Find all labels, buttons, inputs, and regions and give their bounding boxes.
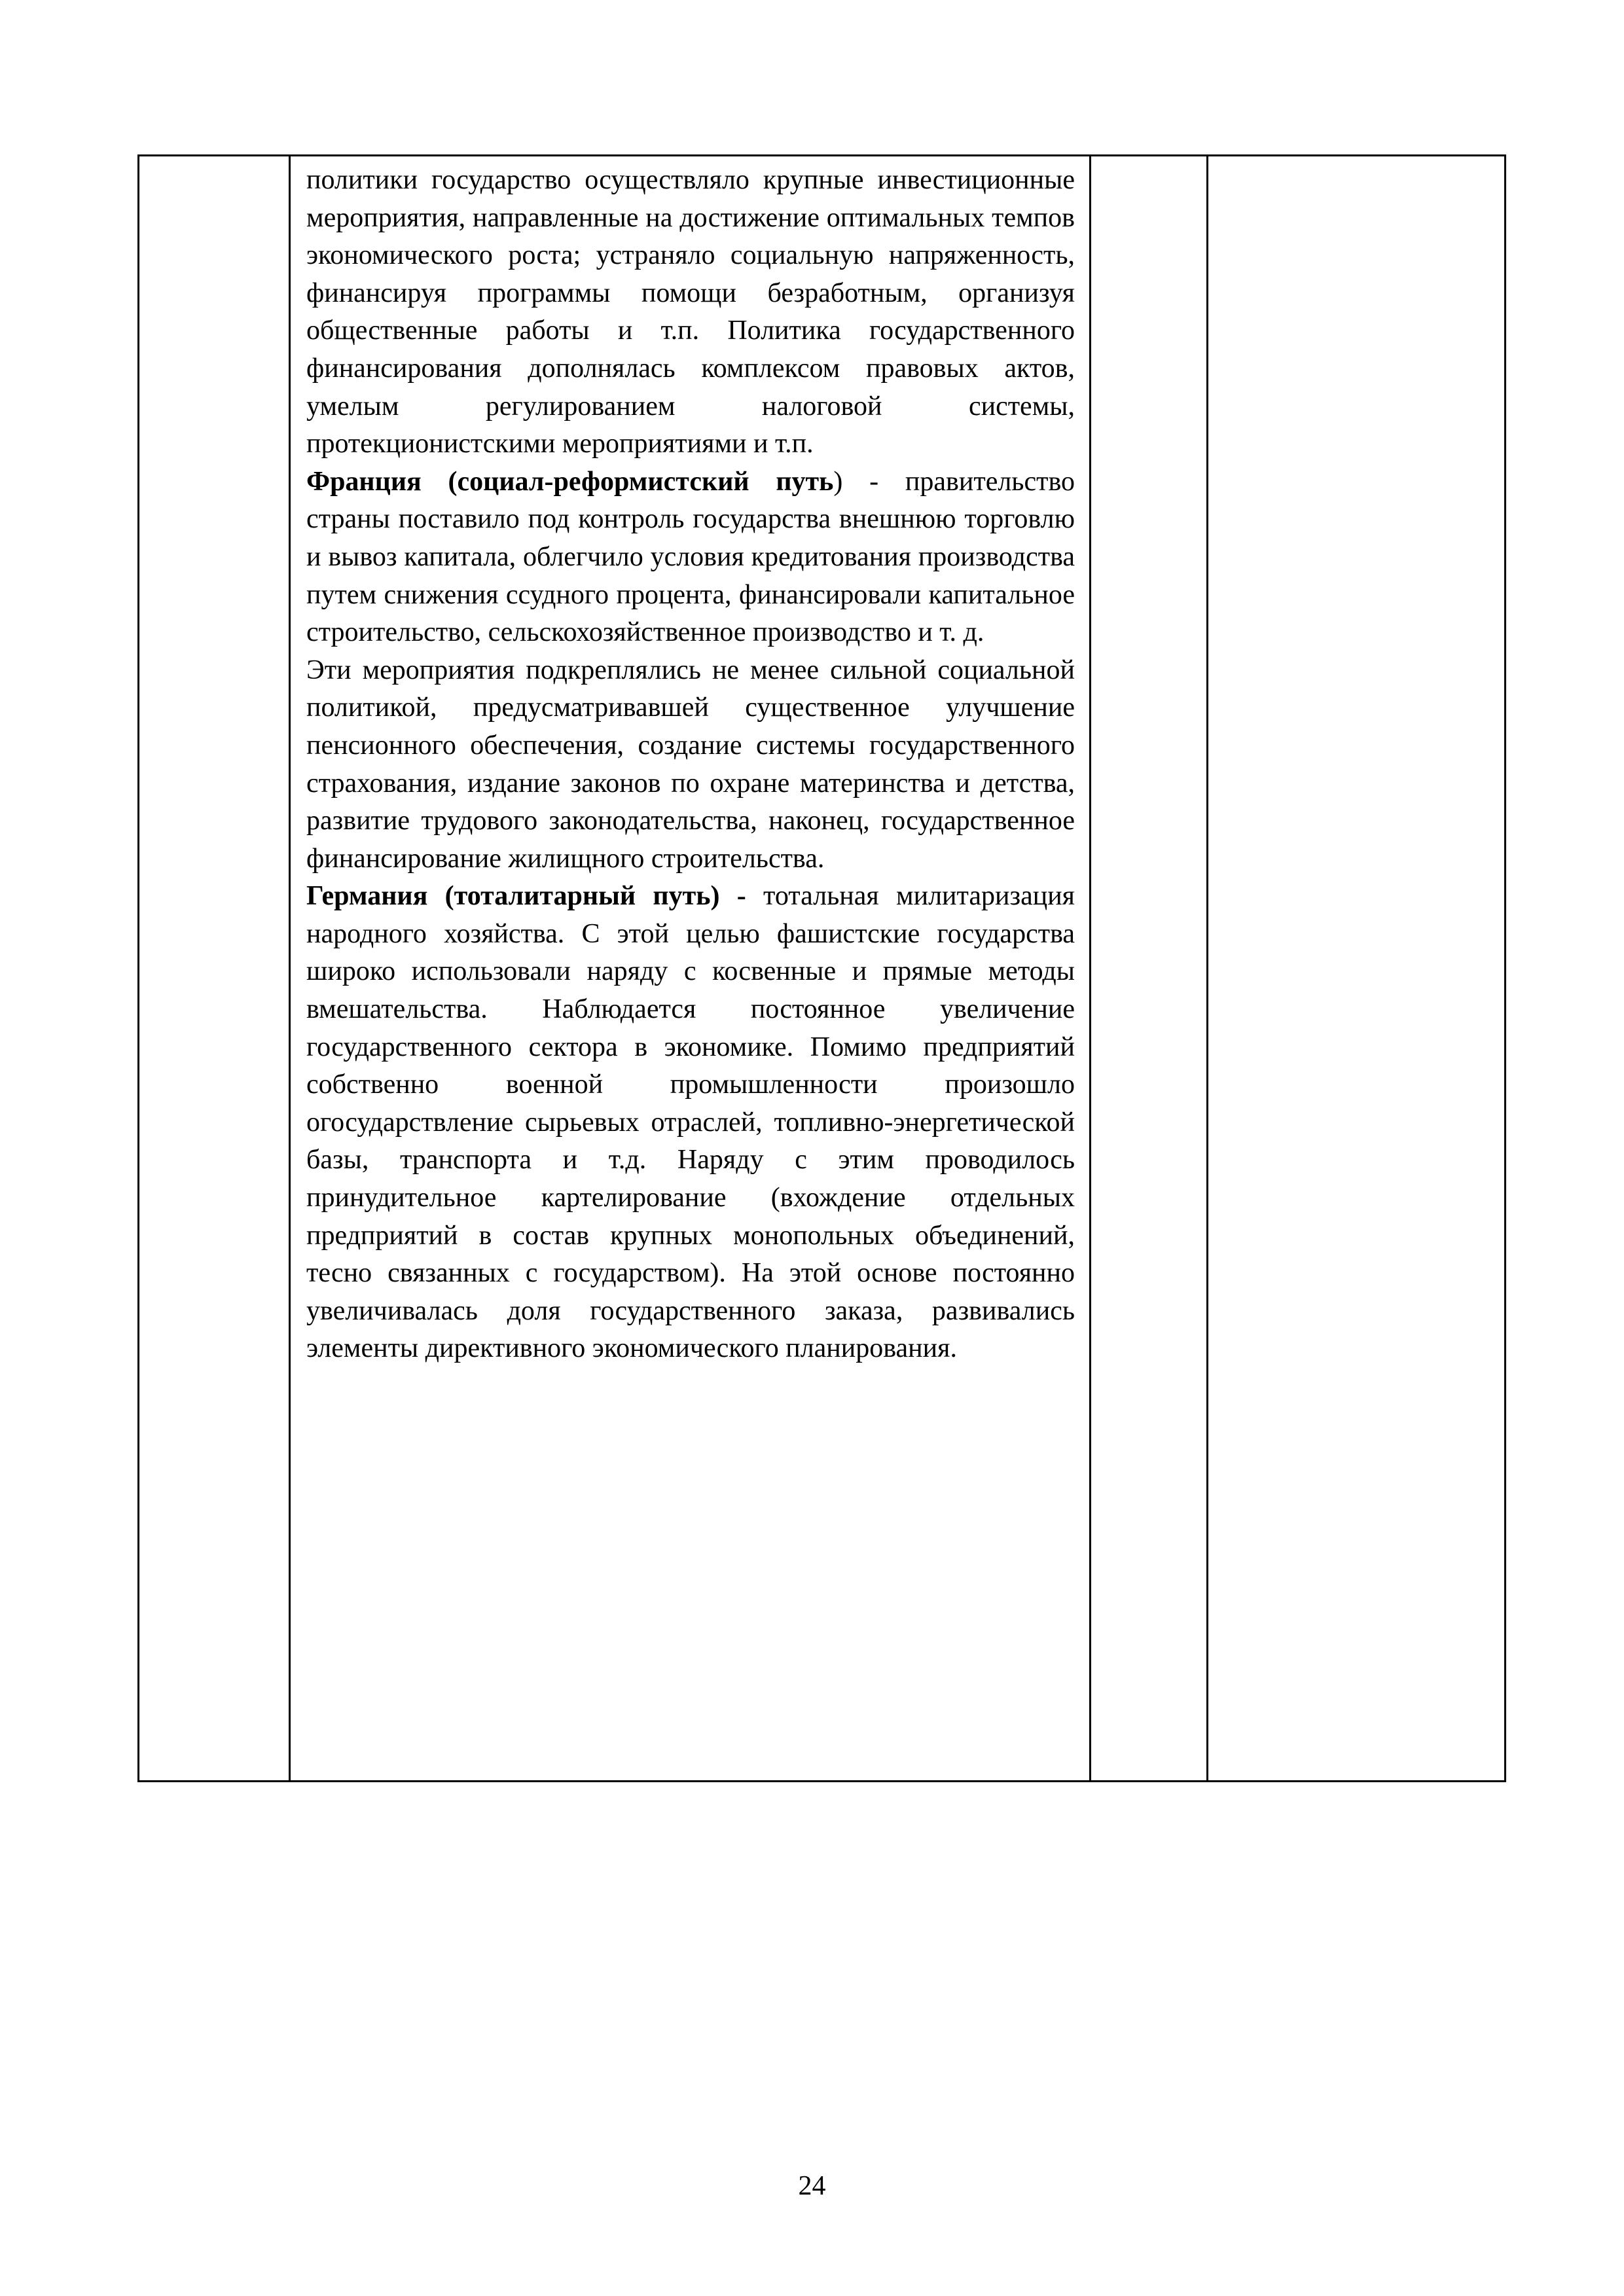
france-paragraph: [306, 463, 1075, 652]
france-text: правительство страны поставило под контроль государства внешнюю торговлю и вывоз капитала, облегчило условия кредитования производства путем снижения ссудного процента, финансировали капитальное строительство, сельскохозяйственное производство и т. д.: [306, 466, 1075, 648]
table-cell-empty-right: [1208, 156, 1506, 1782]
france-heading: Франция (социал-реформистский путь: [306, 466, 834, 497]
table-row: [139, 156, 1506, 1782]
table-cell-empty-left: [139, 156, 290, 1782]
germany-heading: Германия (тоталитарный путь) -: [306, 881, 764, 912]
table-cell-text: [290, 156, 1091, 1782]
table-cell-empty-third: [1091, 156, 1208, 1782]
cell-text-block: [291, 156, 1089, 1368]
intro-paragraph: политики государство осуществляло крупные инвестиционные мероприятия, направленные на достижение оптимальных темпов экономического роста; устраняло социальную напряженность, финансируя программы помощи безработным, организуя общественные работы и т.п. Политика государственного финансирования дополнялась комплексом правовых актов, умелым регулированием налоговой системы, протекционистскими мероприятиями и т.п.: [306, 165, 1075, 459]
germany-paragraph: [306, 878, 1075, 1368]
france-heading-tail: ) -: [833, 466, 905, 497]
social-paragraph: Эти мероприятия подкреплялись не менее сильной социальной политикой, предусматривавшей существенное улучшение пенсионного обеспечения, создание системы государственного страхования, издание законов по охране материнства и детства, развитие трудового законодательства, наконец, государственное финансирование жилищного строительства.: [306, 655, 1075, 874]
content-table: [137, 154, 1506, 1782]
page-number: 24: [798, 2171, 826, 2201]
germany-text: тотальная милитаризация народного хозяйства. С этой целью фашистские государства широко использовали наряду с косвенные и прямые методы вмешательства. Наблюдается постоянное увеличение государственного сектора в экономике. Помимо предприятий собственно военной промышленности произошло огосударствление сырьевых отраслей, топливно-энергетической базы, транспорта и т.д. Наряду с этим проводилось принудительное картелирование (вхождение отдельных предприятий в состав крупных монопольных объединений, тесно связанных с государством). На этой основе постоянно увеличивалась доля государственного заказа, развивались элементы директивного экономического планирования.: [306, 881, 1075, 1364]
